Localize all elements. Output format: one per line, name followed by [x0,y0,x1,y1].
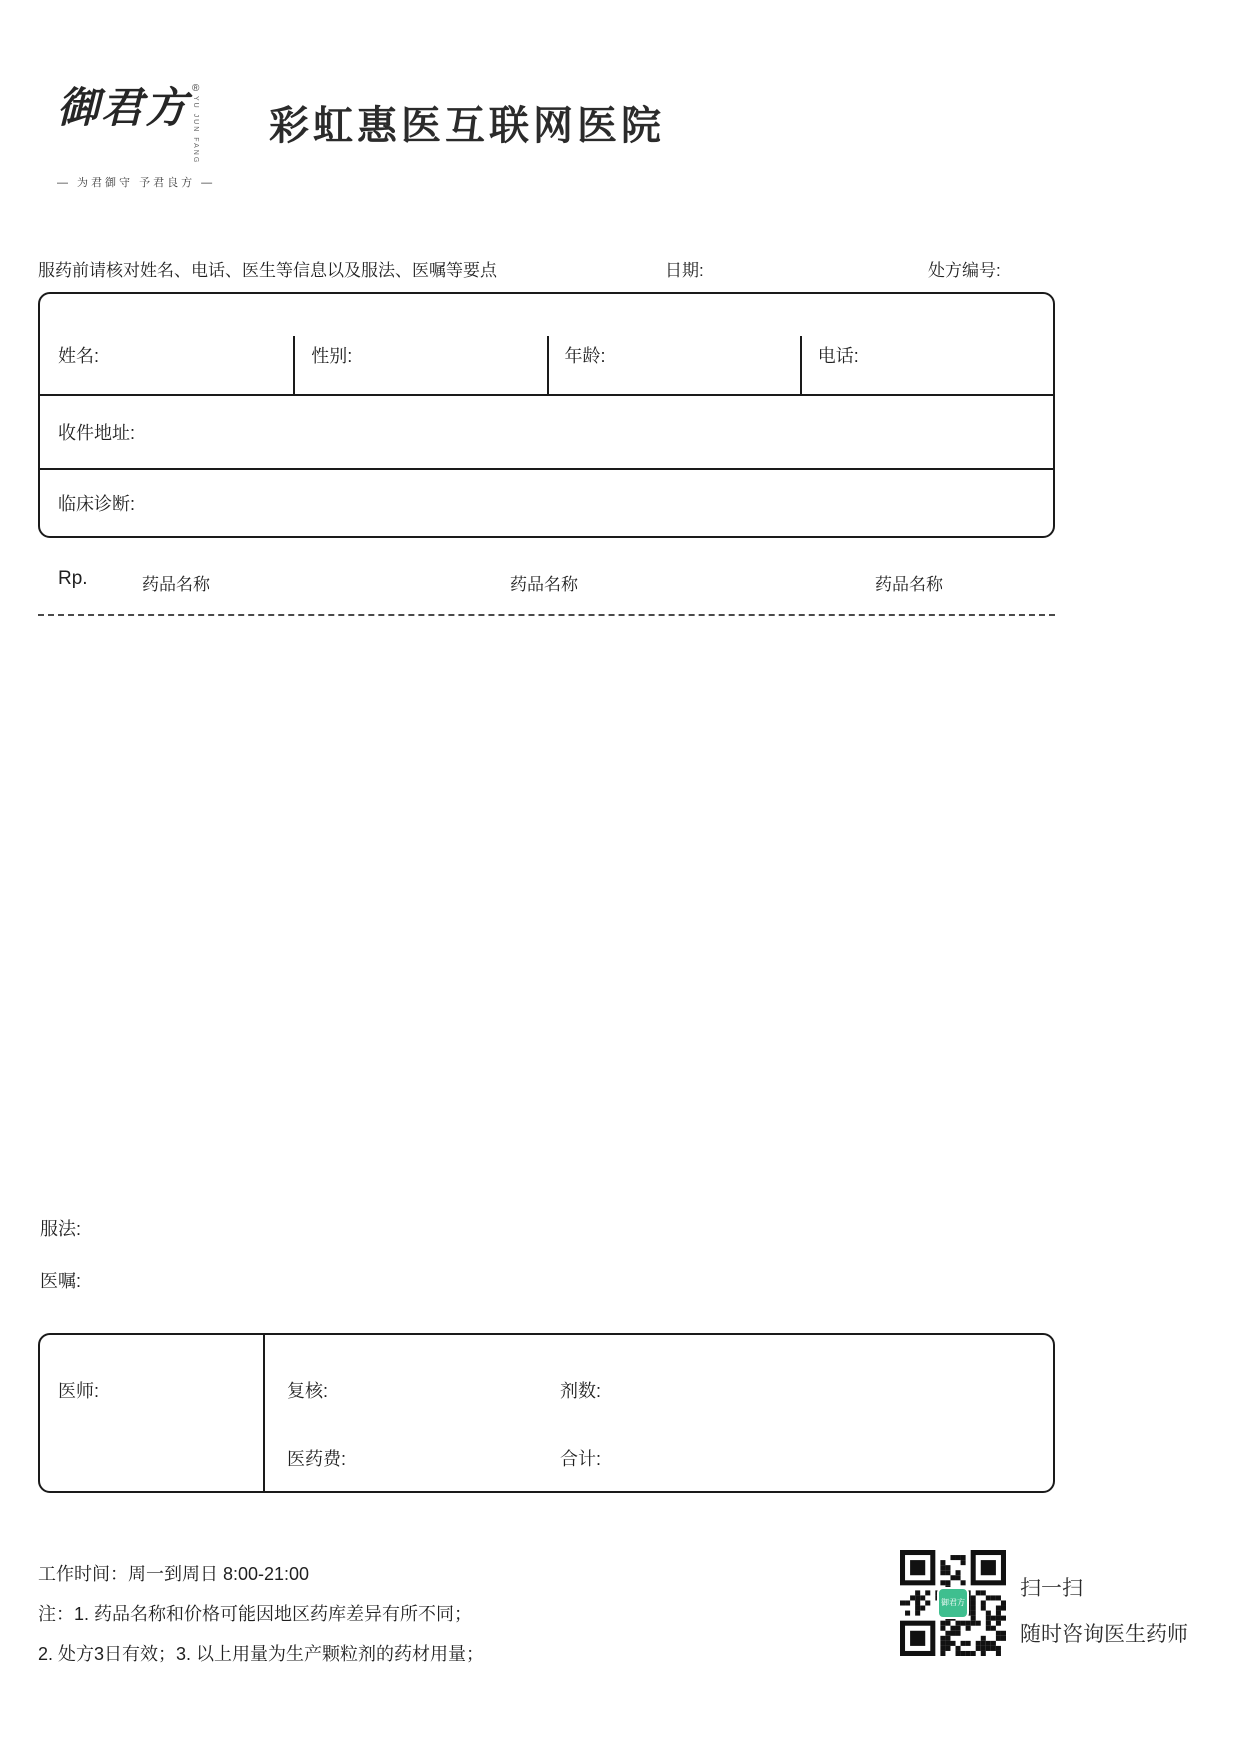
qr-caption-consult: 随时咨询医生药师 [1020,1623,1188,1646]
physician-label: 医师: [58,1381,100,1401]
rp-label: Rp. [58,568,88,589]
patient-diagnosis-label: 临床诊断: [58,494,136,514]
signoff-box [38,1333,1055,1493]
work-hours-text: 工作时间：周一到周日 8:00-21:00 [38,1564,310,1584]
cell-divider [547,336,549,394]
brand-tagline: — 为君御守 予君良方 — [57,177,216,190]
cell-divider [293,336,295,394]
patient-name-cell [40,294,293,394]
qr-center-logo-text: 御君方 [941,1598,965,1608]
notice-row [38,256,1055,282]
patient-diagnosis-row [40,468,1053,536]
review-label: 复核: [287,1381,329,1401]
cell-divider [800,336,802,394]
drug-name-column-header: 药品名称 [142,575,210,594]
patient-address-row [40,394,1053,468]
physician-cell [40,1335,265,1491]
drug-name-column-header: 药品名称 [510,575,578,594]
footer-note-line2: 2. 处方3日有效；3. 以上用量为生产颗粒剂的药材用量； [38,1644,485,1664]
patient-phone-cell [800,294,1053,394]
rx-number-label: 处方编号: [928,261,1001,280]
qr-code [900,1550,1006,1656]
hospital-name: 彩虹惠医互联网医院 [269,104,665,148]
qr-caption-scan: 扫一扫 [1020,1577,1083,1600]
patient-gender-label: 性别: [311,346,353,366]
prescription-divider-dashed [38,614,1055,616]
brand-logo-romanization: YU JUN FANG [192,96,200,165]
patient-gender-cell [293,294,546,394]
patient-info-box [38,292,1055,538]
brand-logo-text: 御君方 [57,86,190,132]
footer-note-line1: 注：1. 药品名称和价格可能因地区药库差异有所不同； [38,1604,473,1624]
patient-age-cell [547,294,800,394]
usage-label: 服法: [40,1219,82,1239]
drug-name-column-header: 药品名称 [875,575,943,594]
patient-name-label: 姓名: [58,346,100,366]
medicine-fee-label: 医药费: [287,1449,347,1469]
brand-header [57,83,665,190]
dose-count-label: 剂数: [560,1381,602,1401]
advice-label: 医嘱: [40,1271,82,1291]
patient-phone-label: 电话: [817,346,859,366]
verification-notice: 服药前请核对姓名、电话、医生等信息以及服法、医嘱等要点 [38,261,497,280]
date-label: 日期: [665,261,704,280]
patient-age-label: 年龄: [564,346,606,366]
total-label: 合计: [560,1449,602,1469]
brand-logo [57,83,216,190]
signoff-right-area [265,1335,1053,1491]
patient-address-label: 收件地址: [58,423,136,443]
rp-header-row [38,568,1055,594]
qr-center-logo [937,1587,969,1619]
patient-row-basic [40,294,1053,394]
registered-trademark-icon: ® [192,83,200,94]
